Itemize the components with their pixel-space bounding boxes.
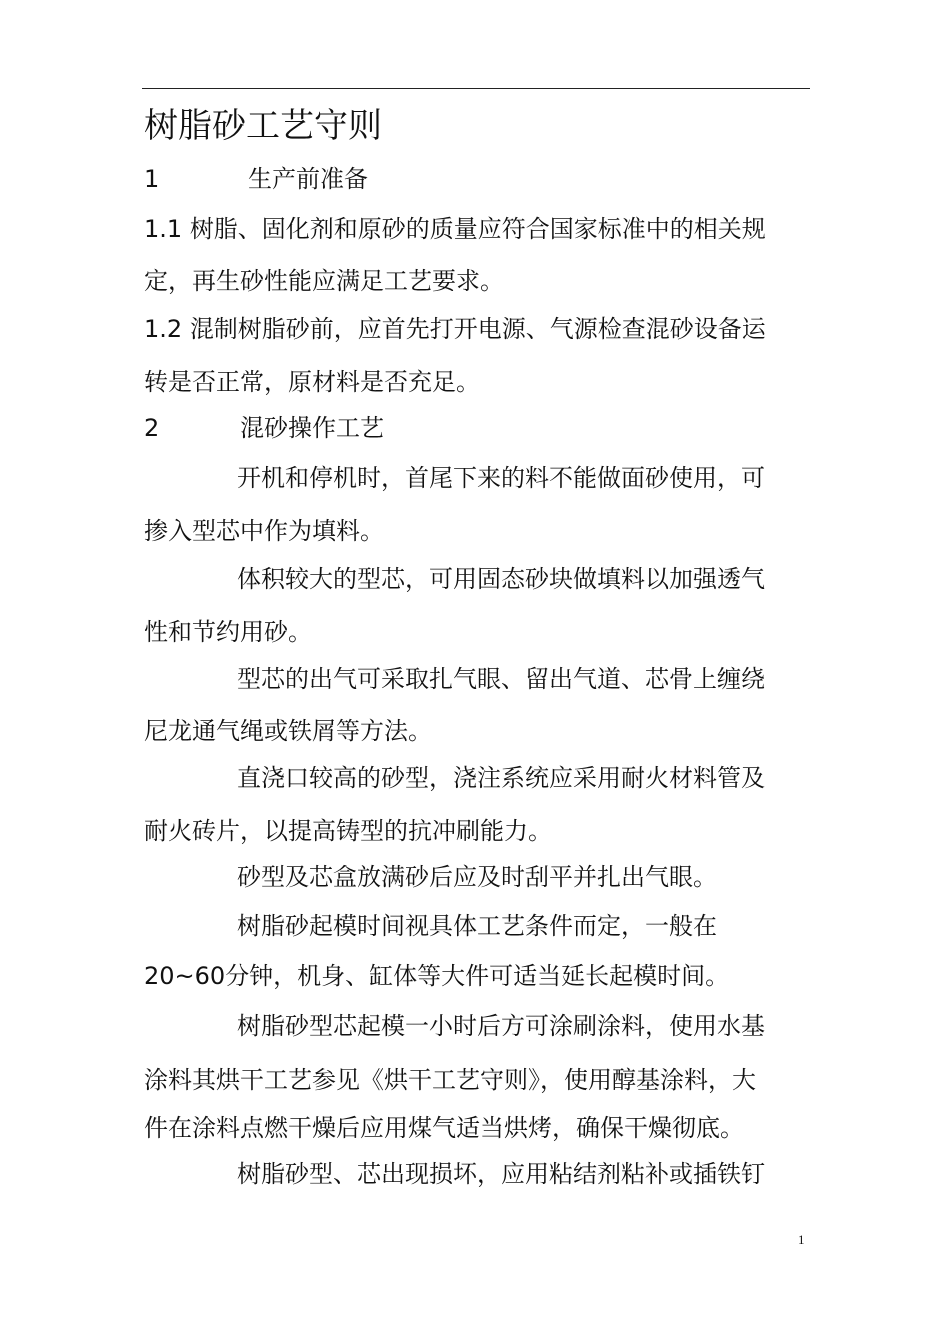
item-1-1-line-1 xyxy=(144,213,766,245)
para-2-line-1: 体积较大的型芯，可用固态砂块做填料以加强透气 xyxy=(237,565,765,593)
section-number: 2 xyxy=(144,414,160,442)
para-7-line-3: 件在涂料点燃干燥后应用煤气适当烘烤，确保干燥彻底。 xyxy=(144,1114,744,1142)
para-8-line-1: 树脂砂型、芯出现损坏，应用粘结剂粘补或插铁钉 xyxy=(237,1160,765,1188)
item-1-2-line-2: 转是否正常，原材料是否充足。 xyxy=(144,368,480,396)
section-2-heading xyxy=(144,412,384,444)
section-1-heading xyxy=(144,163,368,195)
page-number: 1 xyxy=(798,1232,805,1247)
para-6-line-2 xyxy=(144,960,729,992)
para-2-line-2: 性和节约用砂。 xyxy=(144,618,312,646)
paragraph-text: 树脂、固化剂和原砂的质量应符合国家标准中的相关规 xyxy=(189,215,766,243)
para-7-line-1: 树脂砂型芯起模一小时后方可涂刷涂料，使用水基 xyxy=(237,1012,765,1040)
para-6-line-1: 树脂砂起模时间视具体工艺条件而定，一般在 xyxy=(237,912,717,940)
para-4-line-2: 耐火砖片，以提高铸型的抗冲刷能力。 xyxy=(144,817,552,845)
section-title: 生产前准备 xyxy=(248,165,368,193)
para-1-line-1: 开机和停机时，首尾下来的料不能做面砂使用，可 xyxy=(237,464,765,492)
section-number: 1 xyxy=(144,165,160,193)
para-7-line-2: 涂料其烘干工艺参见《烘干工艺守则》，使用醇基涂料，大 xyxy=(144,1066,756,1094)
document-title: 树脂砂工艺守则 xyxy=(144,106,382,146)
para-5-line-1: 砂型及芯盒放满砂后应及时刮平并扎出气眼。 xyxy=(237,863,717,891)
paragraph-text: 混制树脂砂前，应首先打开电源、气源检查混砂设备运 xyxy=(189,315,766,343)
item-1-1-line-2: 定，再生砂性能应满足工艺要求。 xyxy=(144,267,504,295)
item-number: 1.1 xyxy=(144,215,183,243)
time-range: 20~60 xyxy=(144,962,226,990)
item-number: 1.2 xyxy=(144,315,183,343)
header-rule xyxy=(142,88,810,89)
item-1-2-line-1 xyxy=(144,313,766,345)
para-3-line-1: 型芯的出气可采取扎气眼、留出气道、芯骨上缠绕 xyxy=(237,665,765,693)
para-1-line-2: 掺入型芯中作为填料。 xyxy=(144,517,384,545)
para-3-line-2: 尼龙通气绳或铁屑等方法。 xyxy=(144,717,432,745)
para-4-line-1: 直浇口较高的砂型，浇注系统应采用耐火材料管及 xyxy=(237,764,765,792)
paragraph-text: 分钟，机身、缸体等大件可适当延长起模时间。 xyxy=(225,962,730,990)
section-title: 混砂操作工艺 xyxy=(240,414,384,442)
